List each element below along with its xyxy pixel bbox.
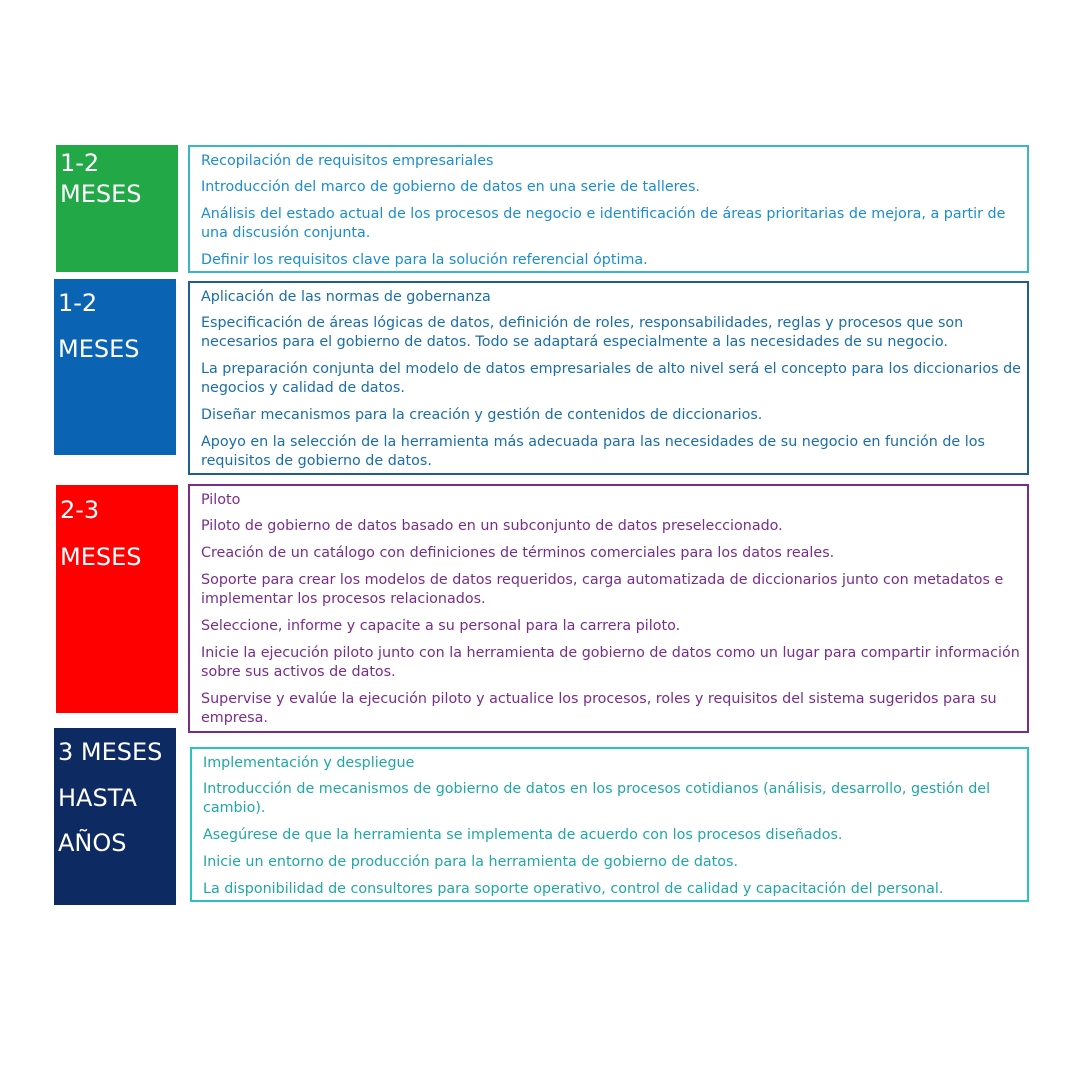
phase-4-item: Asegúrese de que la herramienta se implementa de acuerdo con los procesos diseñados. — [203, 827, 843, 843]
phase-1-item: Análisis del estado actual de los procesos de negocio e identificación de áreas prioritarias de mejora, a partir de una discusión conjunta. — [201, 206, 1006, 241]
phase-4-duration-label — [54, 728, 176, 905]
phase-2-duration-label — [54, 279, 176, 455]
phase-3-box — [188, 484, 1029, 733]
phase-2-box — [188, 281, 1029, 475]
phase-4-duration-line-3: AÑOS — [58, 829, 127, 857]
phase-1-duration-line-1: 1-2 — [60, 149, 100, 177]
phase-2-duration-line-2: MESES — [58, 335, 140, 363]
phase-1-box — [188, 145, 1029, 273]
phase-3-title: Piloto — [201, 492, 241, 508]
phase-1-item: Introducción del marco de gobierno de datos en una serie de talleres. — [201, 179, 700, 195]
phase-3-item: Soporte para crear los modelos de datos requeridos, carga automatizada de diccionarios junto con metadatos e implementar los procesos relacionados. — [201, 572, 1004, 607]
phase-3-item: Seleccione, informe y capacite a su personal para la carrera piloto. — [201, 618, 681, 634]
phase-2-item: Especificación de áreas lógicas de datos, definición de roles, responsabilidades, reglas y procesos que son necesarios para el gobierno de datos. Todo se adaptará especialmente a las necesidades de su negocio. — [201, 315, 964, 350]
phase-3-item: Creación de un catálogo con definiciones de términos comerciales para los datos reales. — [201, 545, 835, 561]
phase-3-duration-label — [56, 485, 178, 713]
phase-3-item: Piloto de gobierno de datos basado en un subconjunto de datos preseleccionado. — [201, 518, 783, 534]
phase-2-title: Aplicación de las normas de gobernanza — [201, 289, 491, 305]
phase-4-title: Implementación y despliegue — [203, 755, 415, 771]
phase-4-item: La disponibilidad de consultores para soporte operativo, control de calidad y capacitación del personal. — [203, 881, 944, 897]
phase-4-item: Introducción de mecanismos de gobierno de datos en los procesos cotidianos (análisis, desarrollo, gestión del cambio). — [203, 781, 991, 816]
phase-3-duration-line-1: 2-3 — [60, 496, 100, 524]
phase-4-duration-line-1: 3 MESES — [58, 738, 163, 766]
phase-1-item: Definir los requisitos clave para la solución referencial óptima. — [201, 252, 648, 268]
phase-1-duration-line-2: MESES — [60, 180, 142, 208]
phase-3-item: Supervise y evalúe la ejecución piloto y actualice los procesos, roles y requisitos del sistema sugeridos para su empresa. — [201, 691, 997, 726]
phase-3-duration-line-2: MESES — [60, 543, 142, 571]
phase-3-item: Inicie la ejecución piloto junto con la herramienta de gobierno de datos como un lugar para compartir información sobre sus activos de datos. — [201, 645, 1020, 680]
phase-2-item: La preparación conjunta del modelo de datos empresariales de alto nivel será el concepto para los diccionarios de negocios y calidad de datos. — [201, 361, 1021, 396]
phase-2-duration-line-1: 1-2 — [58, 289, 98, 317]
phase-1-title: Recopilación de requisitos empresariales — [201, 153, 494, 169]
phase-2-item: Diseñar mecanismos para la creación y gestión de contenidos de diccionarios. — [201, 407, 763, 423]
phase-4-box — [190, 747, 1029, 902]
phase-4-item: Inicie un entorno de producción para la herramienta de gobierno de datos. — [203, 854, 739, 870]
phase-1-duration-label — [56, 145, 178, 272]
phase-2-item: Apoyo en la selección de la herramienta más adecuada para las necesidades de su negocio en función de los requisitos de gobierno de datos. — [201, 434, 985, 469]
phase-4-duration-line-2: HASTA — [58, 784, 137, 812]
